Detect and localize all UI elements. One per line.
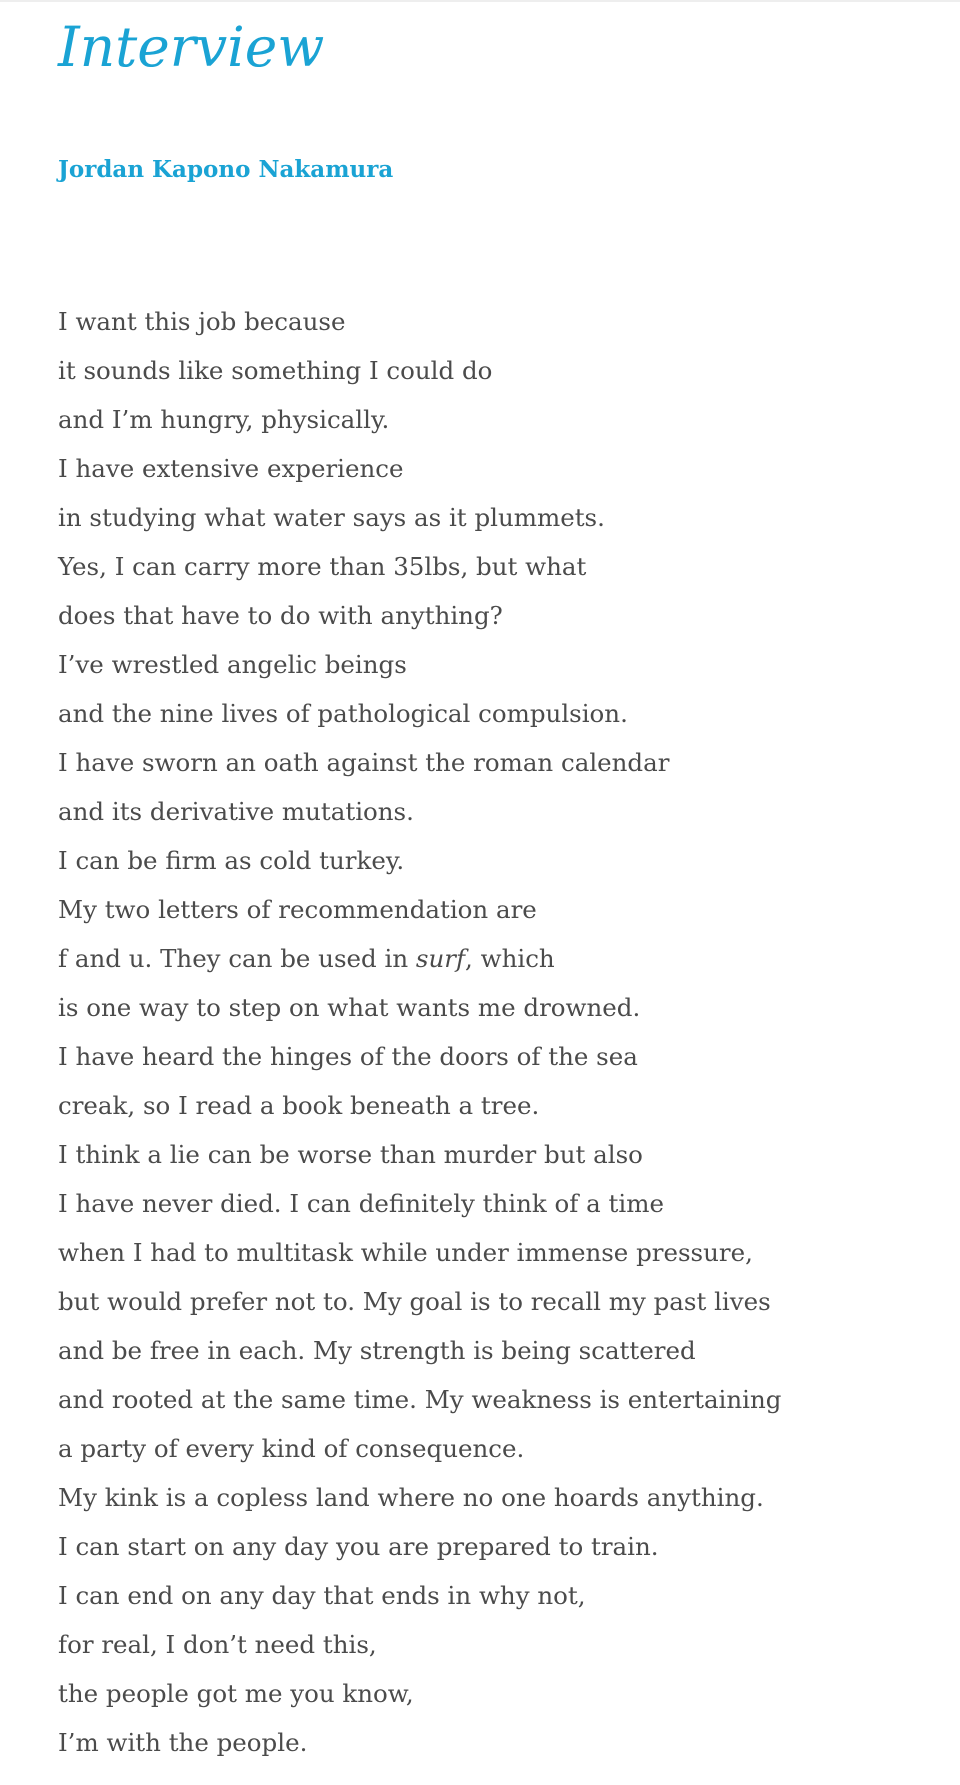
poem-line: My kink is a copless land where no one hoards anything. [58,1483,764,1512]
poem-line: in studying what water says as it plummets. [58,503,605,532]
poem-line: and its derivative mutations. [58,797,414,826]
poem-author: Jordan Kapono Nakamura [58,156,394,183]
poem-line: does that have to do with anything? [58,601,503,630]
poem-line: and I’m hungry, physically. [58,405,390,434]
poem-line: and be free in each. My strength is being scattered [58,1336,696,1365]
poem-line: Yes, I can carry more than 35lbs, but what [58,552,587,581]
poem-line: the people got me you know, [58,1679,414,1708]
poem-line: when I had to multitask while under immense pressure, [58,1238,753,1267]
poem-line-italic-word: surf [415,944,466,973]
poem-title: Interview [58,15,325,79]
poem-line: I can be firm as cold turkey. [58,846,405,875]
poem-line: My two letters of recommendation are [58,895,537,924]
poem-line: for real, I don’t need this, [58,1630,377,1659]
poem-line: a party of every kind of consequence. [58,1434,525,1463]
poem-line: it sounds like something I could do [58,356,493,385]
poem-line: I think a lie can be worse than murder but also [58,1140,643,1169]
poem-line: I have extensive experience [58,454,404,483]
poem-line: creak, so I read a book beneath a tree. [58,1091,540,1120]
poem-line: I want this job because [58,307,346,336]
poem-article [58,0,938,1767]
poem-line: and rooted at the same time. My weakness is entertaining [58,1385,782,1414]
poem-line: is one way to step on what wants me drowned. [58,993,641,1022]
poem-line: I’ve wrestled angelic beings [58,650,407,679]
poem-line: but would prefer not to. My goal is to recall my past lives [58,1287,771,1316]
poem-line: I have heard the hinges of the doors of the sea [58,1042,638,1071]
poem-line: I have sworn an oath against the roman calendar [58,748,670,777]
poem-line: I’m with the people. [58,1728,308,1757]
poem-line-segment: , which [465,944,555,973]
poem-line [58,934,938,983]
poem-body [58,297,938,1767]
poem-line-segment: f and u. They can be used in [58,944,416,973]
poem-line: I can start on any day you are prepared to train. [58,1532,659,1561]
poem-line: I can end on any day that ends in why not, [58,1581,586,1610]
poem-line: I have never died. I can definitely think of a time [58,1189,664,1218]
poem-line: and the nine lives of pathological compulsion. [58,699,628,728]
